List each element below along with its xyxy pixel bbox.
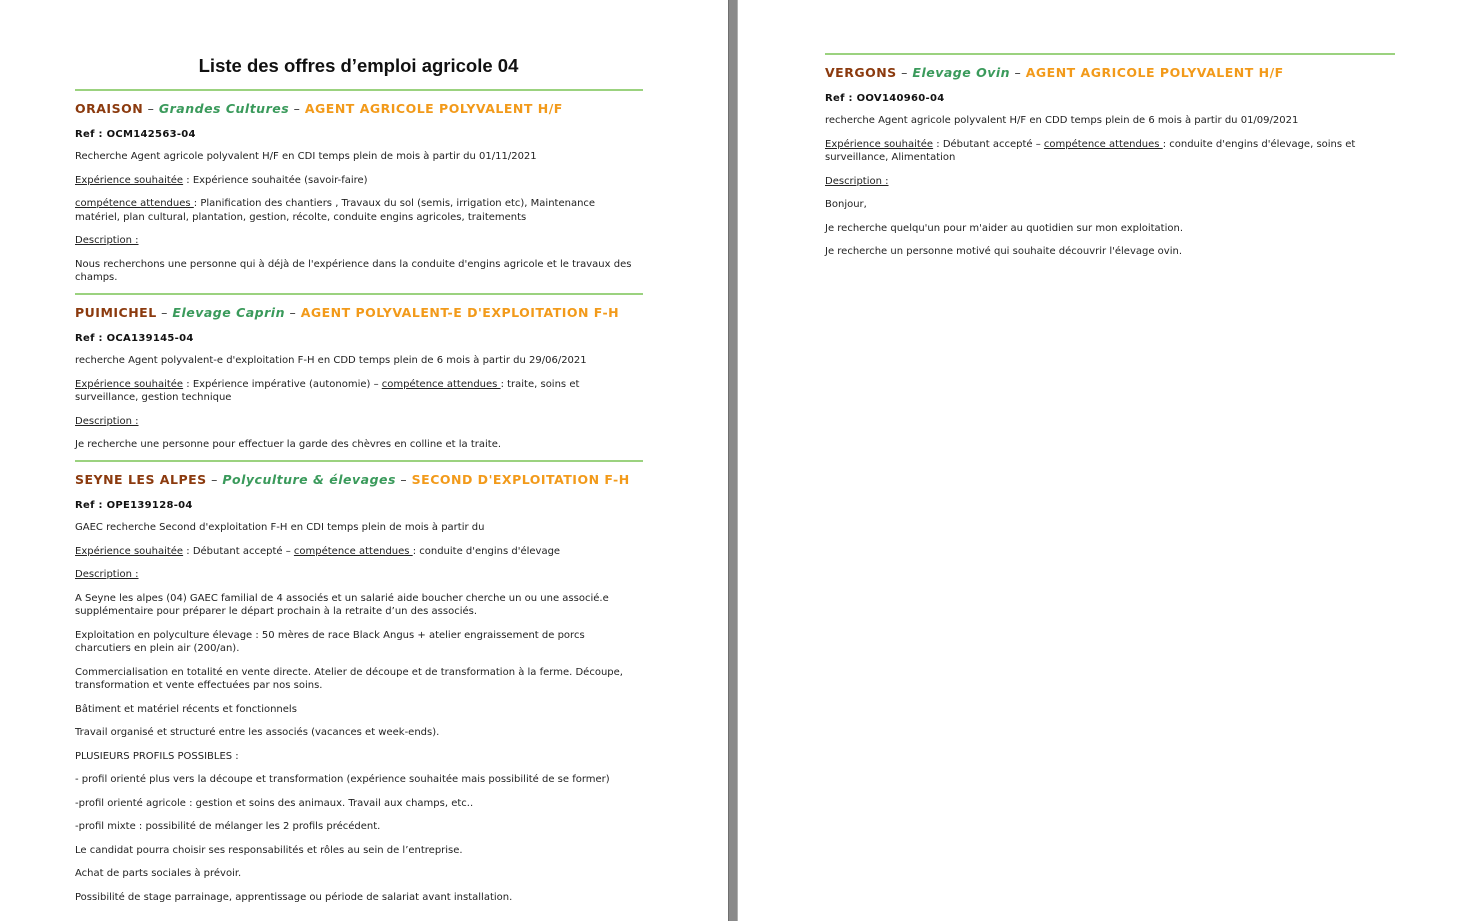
- competence-value: : conduite d'engins d'élevage, soins et surveillance, Alimentation: [825, 138, 1356, 163]
- heading-separator: –: [289, 101, 305, 116]
- description-paragraph: -profil mixte : possibilité de mélanger les 2 profils précédent.: [75, 821, 381, 832]
- competence-value: : traite, soins et surveillance, gestion technique: [75, 378, 580, 403]
- description-paragraph: Je recherche un personne motivé qui souhaite découvrir l'élevage ovin.: [825, 246, 1183, 257]
- offer-location: VERGONS: [825, 65, 897, 80]
- offer-summary: recherche Agent polyvalent-e d'exploitation F-H en CDD temps plein de 6 mois à partir du 29/06/2021: [75, 355, 587, 366]
- offer-job-title: SECOND D'EXPLOITATION F-H: [411, 472, 630, 487]
- description-paragraph: Exploitation en polyculture élevage : 50 mères de race Black Angus + atelier engraissement de porcs charcutiers en plein air (200/an).: [75, 629, 585, 654]
- offer-job-title: AGENT AGRICOLE POLYVALENT H/F: [304, 101, 563, 116]
- description-paragraph: Achat de parts sociales à prévoir.: [75, 868, 242, 879]
- document-page-left: [0, 0, 728, 921]
- offer-heading: [825, 65, 1395, 80]
- competence-label: compétence attendues: [75, 198, 194, 209]
- job-offer-vergons: [825, 53, 1395, 259]
- description-paragraph: Bâtiment et matériel récents et fonctionnels: [75, 703, 297, 715]
- offer-heading: [75, 305, 643, 320]
- description-label: Description :: [825, 175, 889, 187]
- offer-location: PUIMICHEL: [75, 305, 157, 320]
- offer-job-title: AGENT POLYVALENT-E D'EXPLOITATION F-H: [300, 305, 620, 320]
- document-title: Liste des offres d’emploi agricole 04: [198, 55, 519, 76]
- description-paragraph: - profil orienté plus vers la découpe et transformation (expérience souhaitée mais possibilité de se former): [75, 774, 610, 785]
- experience-value: : Expérience souhaitée (savoir-faire): [183, 174, 368, 186]
- heading-separator: –: [206, 472, 223, 487]
- description-paragraph: Bonjour,: [825, 199, 867, 210]
- offer-reference: Ref : OCM142563-04: [75, 129, 196, 140]
- experience-label: Expérience souhaitée: [75, 378, 184, 390]
- description-paragraph: Nous recherchons une personne qui à déjà de l'expérience dans la conduite d'engins agricole et le travaux des champs.: [75, 258, 632, 283]
- offer-summary: Recherche Agent agricole polyvalent H/F en CDI temps plein de mois à partir du 01/11/2021: [75, 151, 537, 162]
- heading-separator: –: [896, 65, 913, 80]
- experience-value: : Expérience impérative (autonomie) –: [183, 378, 382, 390]
- offer-job-title: AGENT AGRICOLE POLYVALENT H/F: [1025, 65, 1284, 80]
- experience-label: Expérience souhaitée: [825, 138, 934, 150]
- heading-separator: –: [284, 305, 301, 320]
- offer-category: Elevage Caprin: [172, 305, 285, 320]
- job-offer-puimichel: [75, 293, 643, 452]
- competence-label: compétence attendues: [293, 545, 413, 557]
- description-paragraph: Je recherche une personne pour effectuer la garde des chèvres en colline et la traite.: [75, 439, 502, 450]
- description-paragraph: Je recherche quelqu'un pour m'aider au quotidien sur mon exploitation.: [825, 222, 1184, 234]
- description-paragraph: PLUSIEURS PROFILS POSSIBLES :: [75, 750, 239, 762]
- heading-separator: –: [1010, 65, 1026, 80]
- description-paragraph: Le candidat pourra choisir ses responsabilités et rôles au sein de l’entreprise.: [75, 844, 463, 856]
- section-divider: [75, 89, 643, 91]
- offer-location: ORAISON: [75, 101, 144, 116]
- description-label: Description :: [75, 569, 139, 580]
- experience-label: Expérience souhaitée: [75, 545, 184, 557]
- description-paragraph: Possibilité de stage parrainage, apprentissage ou période de salariat avant installation.: [75, 891, 513, 903]
- offer-experience-competence: [75, 545, 643, 559]
- offer-heading: [75, 101, 643, 116]
- job-offer-seyne-les-alpes: [75, 460, 643, 904]
- offer-summary: recherche Agent agricole polyvalent H/F en CDD temps plein de 6 mois à partir du 01/09/2021: [825, 115, 1299, 126]
- offer-experience-competence: [825, 138, 1395, 165]
- section-divider: [75, 460, 643, 462]
- experience-value: : Débutant accepté –: [933, 138, 1044, 150]
- offer-reference: Ref : OOV140960-04: [825, 93, 945, 104]
- competence-label: compétence attendues: [1043, 138, 1163, 150]
- offer-heading: [75, 472, 643, 487]
- experience-value: : Débutant accepté –: [183, 545, 294, 557]
- section-divider: [75, 293, 643, 295]
- description-label: Description :: [75, 415, 139, 427]
- description-paragraph: Travail organisé et structuré entre les associés (vacances et week-ends).: [75, 727, 440, 738]
- offer-category: Polyculture & élevages: [222, 472, 396, 487]
- description-paragraph: -profil orienté agricole : gestion et soins des animaux. Travail aux champs, etc..: [75, 797, 474, 809]
- offer-reference: Ref : OPE139128-04: [75, 500, 193, 511]
- document-page-right: [738, 0, 1467, 921]
- heading-separator: –: [156, 305, 173, 320]
- offer-competence: [75, 197, 643, 224]
- job-offer-oraison: [75, 89, 643, 285]
- description-label: Description :: [75, 235, 139, 246]
- description-paragraph: Commercialisation en totalité en vente directe. Atelier de découpe et de transformation à la ferme. Découpe, transformation et vente effectuées par nos soins.: [75, 666, 623, 691]
- section-divider: [825, 53, 1395, 55]
- offer-experience-competence: [75, 378, 643, 405]
- offer-category: Grandes Cultures: [158, 101, 290, 116]
- competence-value: : Planification des chantiers , Travaux du sol (semis, irrigation etc), Maintenance matériel, plan cultural, plantation, gestion, récolte, conduite engins agricoles, traitements: [75, 198, 596, 223]
- description-paragraph: A Seyne les alpes (04) GAEC familial de 4 associés et un salarié aide boucher cherche un ou une associé.e supplémentaire pour préparer le départ prochain à la retraite d’un des associés.: [75, 592, 609, 617]
- heading-separator: –: [395, 472, 412, 487]
- offer-location: SEYNE LES ALPES: [75, 472, 207, 487]
- heading-separator: –: [143, 101, 159, 116]
- page-gutter: [728, 0, 738, 921]
- competence-label: compétence attendues: [381, 378, 501, 390]
- offer-summary: GAEC recherche Second d'exploitation F-H en CDI temps plein de mois à partir du: [75, 522, 485, 533]
- competence-value: : conduite d'engins d'élevage: [412, 545, 561, 557]
- offer-category: Elevage Ovin: [912, 65, 1011, 80]
- experience-label: Expérience souhaitée: [75, 174, 184, 186]
- offer-reference: Ref : OCA139145-04: [75, 333, 194, 344]
- offer-experience: [75, 174, 643, 188]
